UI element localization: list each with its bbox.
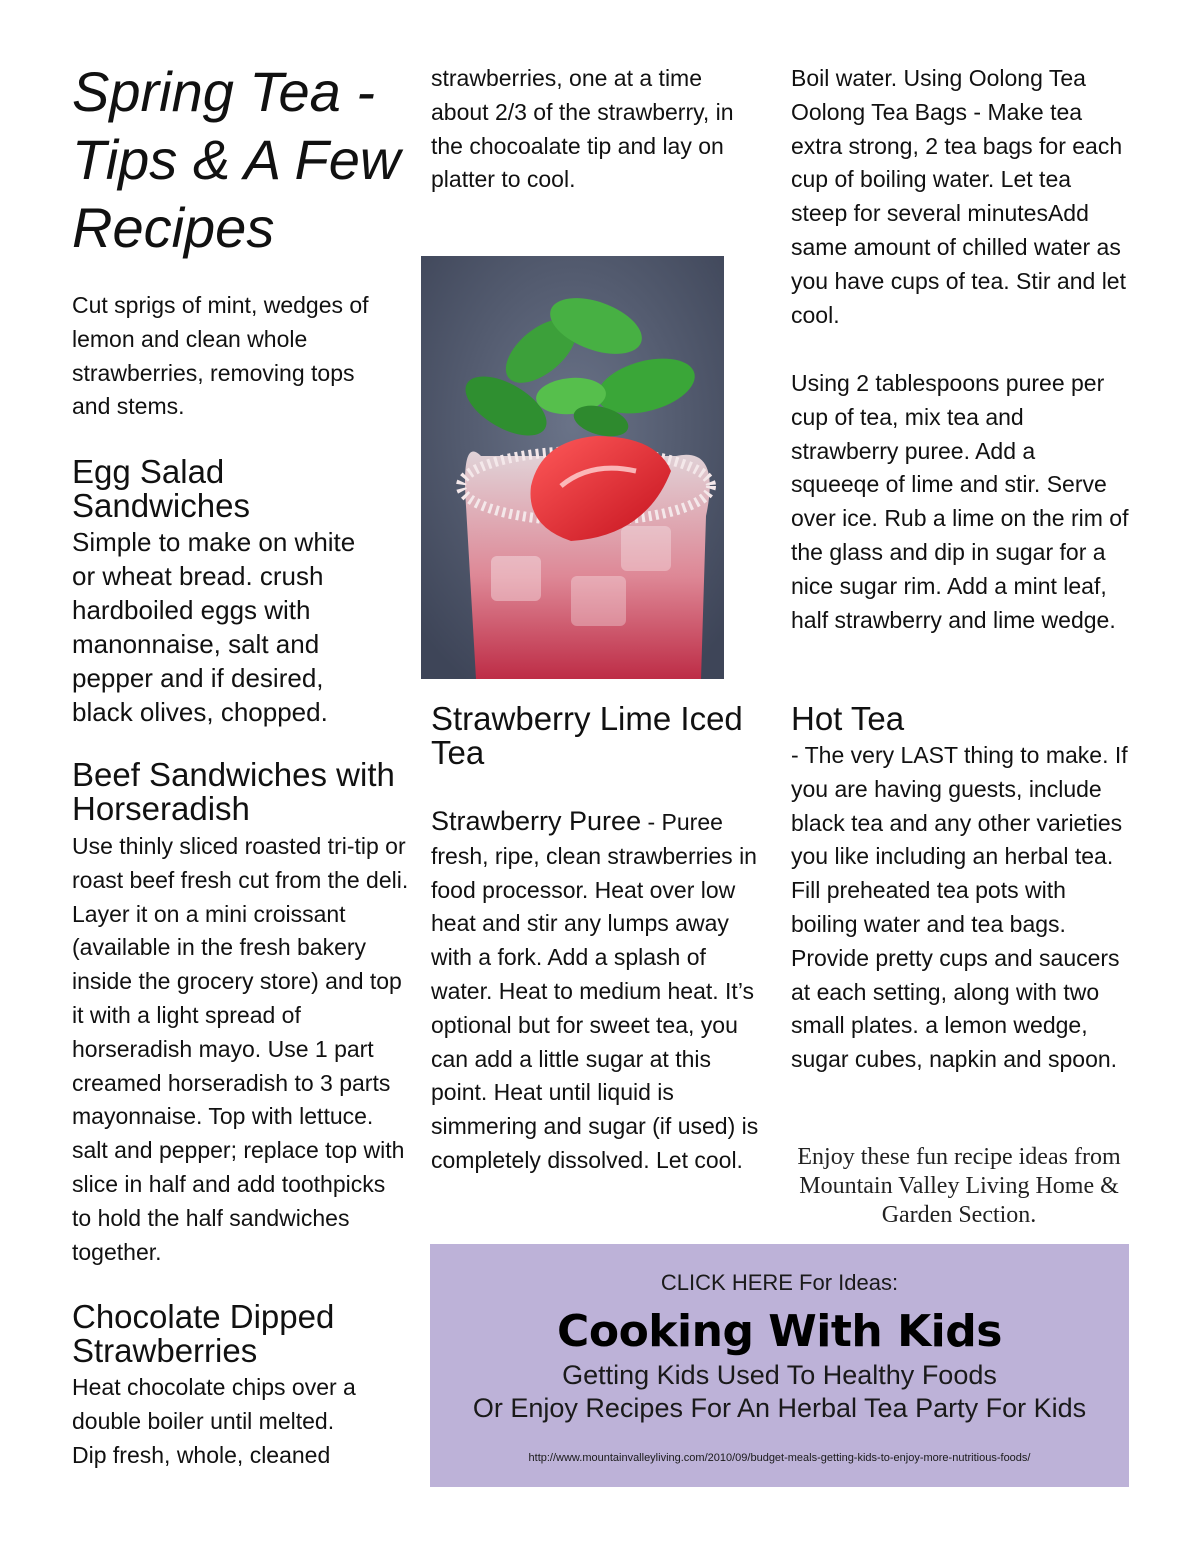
egg-salad-heading: Egg Salad Sandwiches (72, 453, 250, 524)
source-caption: Enjoy these fun recipe ideas from Mountain Valley Living Home & Garden Section. (797, 1144, 1121, 1228)
cooking-with-kids-banner[interactable] (430, 1244, 1129, 1487)
iced-tea-serve: Using 2 tablespoons puree per cup of tea, mix tea and strawberry puree. Add a squeeqe of lime and stir. Serve over ice. Rub a lime on the rim of the glass and dip in sugar for a nice sugar rim. Add a mint leaf, half strawberry and lime wedge. (791, 370, 1129, 633)
hot-tea-heading: Hot Tea (791, 700, 905, 737)
chocolate-text: Heat chocolate chips over a double boiler until melted. Dip fresh, whole, cleaned (72, 1374, 356, 1468)
egg-salad-text: Simple to make on white or wheat bread. crush hardboiled eggs with manonnaise, salt and pepper and if desired, black olives, chopped. (72, 527, 356, 727)
intro-text: Cut sprigs of mint, wedges of lemon and clean whole strawberries, removing tops and stems. (72, 292, 369, 420)
puree-paragraph (431, 805, 759, 1178)
page-title: Spring Tea - Tips & A Few Recipes (72, 60, 401, 259)
click-here-label[interactable]: CLICK HERE For Ideas: (660, 1270, 899, 1295)
promo-title[interactable]: Cooking With Kids (557, 1306, 1002, 1357)
puree-label: Strawberry Puree (431, 806, 642, 836)
promo-line-1: Getting Kids Used To Healthy Foods (562, 1360, 997, 1390)
iced-tea-heading: Strawberry Lime Iced Tea (431, 700, 743, 771)
beef-text: Use thinly sliced roasted tri-tip or roast beef fresh cut from the deli. Layer it on a mini croissant (available in the fresh bakery inside the grocery store) and top it with a light spread of horseradish mayo. Use 1 part creamed horseradish to 3 parts mayonnaise. Top with lettuce. salt and pepper; replace top with slice in half and add toothpicks to hold the half sandwiches together. (72, 833, 409, 1265)
hot-tea-text: - The very LAST thing to make. If you are having guests, include black tea and any other varieties you like including an herbal tea. Fill preheated tea pots with boiling water and tea bags. Provide pretty cups and saucers at each setting, along with two small plates. a lemon wedge, sugar cubes, napkin and spoon. (791, 742, 1128, 1073)
promo-url-link[interactable]: http://www.mountainvalleyliving.com/2010/09/budget-meals-getting-kids-to-enjoy-more-nutritious-foods/ (528, 1452, 1031, 1464)
chocolate-text-continued: strawberries, one at a time about 2/3 of the strawberry, in the chocoalate tip and lay on platter to cool. (431, 65, 734, 193)
puree-text: - Puree fresh, ripe, clean strawberries in food processor. Heat over low heat and stir any lumps away with a fork. Add a splash of water. Heat to medium heat. It’s optional but for sweet tea, you can add a little sugar at this point. Heat until liquid is simmering and sugar (if used) is completely dissolved. Let cool. (431, 809, 759, 1173)
beef-heading: Beef Sandwiches with Horseradish (72, 756, 395, 827)
promo-line-2: Or Enjoy Recipes For An Herbal Tea Party For Kids (472, 1393, 1087, 1423)
strawberry-tea-photo (421, 256, 724, 679)
iced-tea-steps: Boil water. Using Oolong Tea Oolong Tea Bags - Make tea extra strong, 2 tea bags for each cup of boiling water. Let tea steep for several minutesAdd same amount of chilled water as you have cups of tea. Stir and let cool. (791, 65, 1126, 328)
chocolate-heading: Chocolate Dipped Strawberries (72, 1298, 335, 1369)
